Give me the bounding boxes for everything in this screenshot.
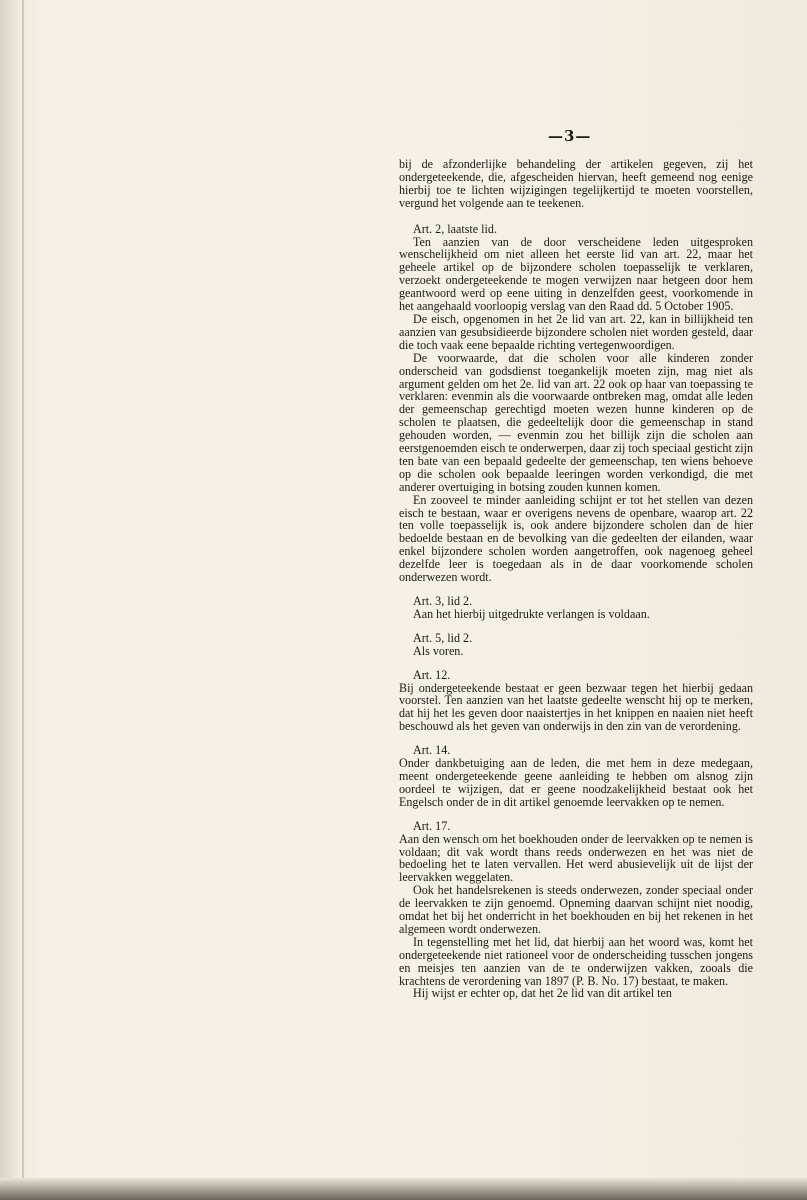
art14-heading: Art. 14.	[413, 743, 451, 758]
art12-heading: Art. 12.	[413, 667, 451, 682]
art17-paragraph-1: Aan den wensch om het boekhouden onder de leervakken op te nemen is voldaan; dit vak wordt thans reeds onderwezen en het was niet de bedoeling het te laten vervallen. Het werd abusievelijk uit de lijst der leervakken weggelaten.	[399, 831, 753, 885]
art5-heading: Art. 5, lid 2.	[413, 630, 473, 645]
page-number: —3—	[548, 127, 592, 145]
art17-heading: Art. 17.	[413, 818, 451, 833]
art14-paragraph-1: Onder dankbetuiging aan de leden, die met hem in deze medegaan, meent ondergeteekende geene aanleiding te hebben om alsnog zijn oordeel te wijzigen, dat er geene noodzakelijkheid bestaat ook het Engelsch onder de in dit artikel genoemde leervakken op te nemen.	[399, 756, 753, 809]
art2-paragraph-4: En zooveel te minder aanleiding schijnt er tot het stellen van dezen eisch te bestaan, waar er overigens nevens de openbare, waarop art. 22 ten volle toepasselijk is, ook andere bijzondere scholen dan de hier bedoelde bestaan en de bevolking van die gedeelten der eilanden, waar enkel bijzondere scholen worden aangetroffen, ook nagenoeg geheel dezelfde leer is toegedaan als in de daar voorkomende scholen onderwezen wordt.	[399, 492, 753, 585]
art2-heading: Art. 2, laatste lid.	[413, 221, 497, 236]
page-fold-line	[22, 0, 24, 1200]
art12-paragraph-1: Bij ondergeteekende bestaat er geen bezwaar tegen het hierbij gedaan voorstel. Ten aanzien van het laatste gedeelte wenscht hij op te merken, dat hij het les geven door naaistertjes in het knippen en naaien niet heeft beschouwd als het geven van onderwijs in den zin van de verordening.	[399, 680, 753, 734]
art3-heading: Art. 3, lid 2.	[413, 594, 473, 608]
page-bottom-edge	[0, 1178, 807, 1200]
art17-paragraph-2: Ook het handelsrekenen is steeds onderwezen, zonder speciaal onder de leervakken te zijn genoemd. Opneming daarvan schijnt niet noodig, omdat het bij het onderricht in het boekhouden en bij het rekenen in het algemeen wordt onderwezen.	[399, 883, 753, 936]
art17-paragraph-4: Hij wijst er echter op, dat het 2e lid van dit artikel ten	[413, 986, 672, 1001]
art17-paragraph-3: In tegenstelling met het lid, dat hierbij aan het woord was, komt het ondergeteekende niet rationeel voor de onderscheiding tusschen jongens en meisjes ten aanzien van de te onderwijzen vakken, zooals die krachtens de verordening van 1897 (P. B. No. 17) bestaat, te maken.	[399, 934, 753, 988]
art3-paragraph-1: Aan het hierbij uitgedrukte verlangen is voldaan.	[413, 606, 650, 621]
intro-paragraph: bij de afzonderlijke behandeling der artikelen gegeven, zij het ondergeteekende, die, afgescheiden hiervan, heeft gemeend nog eenige hierbij toe te lichten wijzigingen tegelijkertijd te moeten voorstellen, vergund het volgende aan te teekenen.	[399, 157, 753, 210]
body-text	[399, 158, 753, 1000]
art2-paragraph-2: De eisch, opgenomen in het 2e lid van art. 22, kan in billijkheid ten aanzien van gesubsidieerde bijzondere scholen niet worden gesteld, daar die toch vaak eene bepaalde richting vertegenwoordigen.	[399, 311, 753, 352]
art2-paragraph-1: Ten aanzien van de door verscheidene leden uitgesproken wenschelijkheid om niet alleen het eerste lid van art. 22, maar het geheele artikel op de bijzondere scholen toepasselijk te verklaren, verzoekt ondergeteekende te mogen verwijzen naar hetgeen door hem geantwoord werd op eene uiting in denzelfden geest, voorkomende in het aangehaald voorloopig verslag van den Raad dd. 5 October 1905.	[399, 234, 753, 314]
page-binding-edge	[0, 0, 18, 1200]
art2-paragraph-3: De voorwaarde, dat die scholen voor alle kinderen zonder onderscheid van godsdienst toegankelijk moeten zijn, mag niet als argument gelden om het 2e. lid van art. 22 ook op haar van toepassing te verklaren: evenmin als die voorwaarde ontbreken mag, omdat alle leden der gemeenschap gerechtigd moeten wezen hunne kinderen op de scholen te plaatsen, die gedeeltelijk door die gemeenschap in stand gehouden worden, — evenmin zou het billijk zijn die scholen aan eerstgenoemden eisch te onderwerpen, daar zij toch speciaal gesticht zijn ten bate van een bepaald gedeelte der gemeenschap, ten wiens behoeve op die scholen ook bepaalde leeringen worden verkondigd, die met anderer overtuiging in botsing zouden kunnen komen.	[399, 350, 753, 494]
art5-paragraph-1: Als voren.	[413, 643, 464, 658]
